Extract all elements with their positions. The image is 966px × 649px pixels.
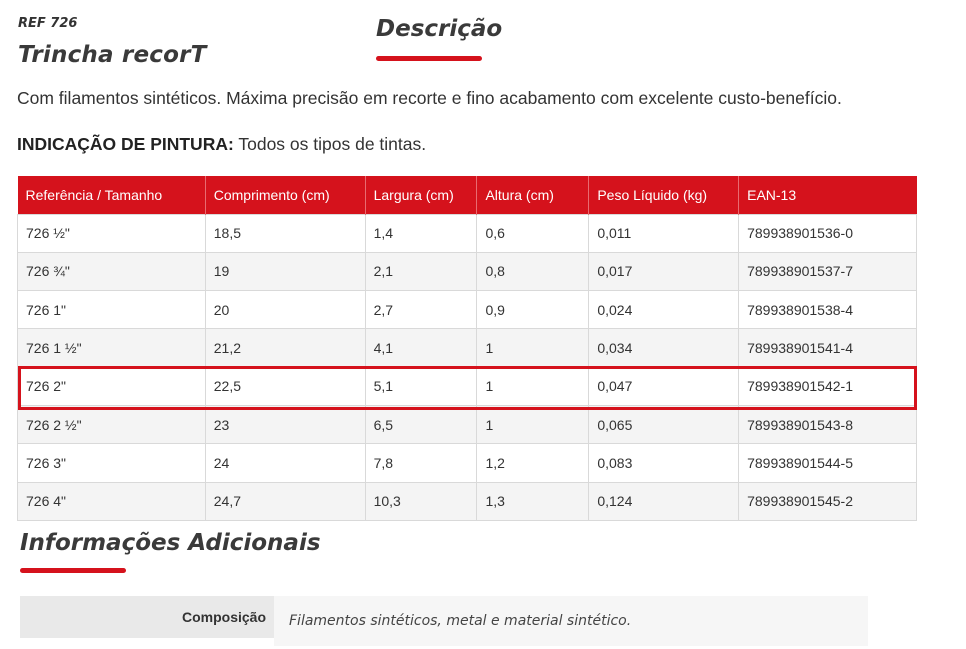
product-ref: REF 726 <box>18 16 78 31</box>
cell-net-weight: 0,017 <box>589 252 739 290</box>
description-heading: Descrição <box>376 16 503 42</box>
cell-reference: 726 4" <box>18 482 206 520</box>
cell-length: 19 <box>205 252 365 290</box>
composition-label: Composição <box>20 596 274 638</box>
cell-height: 1,3 <box>477 482 589 520</box>
column-header-width: Largura (cm) <box>365 176 477 214</box>
cell-width: 4,1 <box>365 329 477 367</box>
cell-height: 1 <box>477 405 589 443</box>
table-header-row <box>18 176 917 214</box>
additional-info-heading: Informações Adicionais <box>20 530 321 556</box>
painting-indication <box>17 134 426 155</box>
cell-length: 24 <box>205 444 365 482</box>
cell-width: 2,1 <box>365 252 477 290</box>
cell-reference: 726 3" <box>18 444 206 482</box>
cell-length: 18,5 <box>205 214 365 252</box>
cell-height: 1 <box>477 329 589 367</box>
cell-width: 7,8 <box>365 444 477 482</box>
cell-height: 0,6 <box>477 214 589 252</box>
column-header-length: Comprimento (cm) <box>205 176 365 214</box>
cell-width: 5,1 <box>365 367 477 405</box>
cell-net-weight: 0,124 <box>589 482 739 520</box>
cell-reference: 726 2" <box>18 367 206 405</box>
cell-width: 2,7 <box>365 291 477 329</box>
cell-width: 6,5 <box>365 405 477 443</box>
cell-width: 1,4 <box>365 214 477 252</box>
column-header-net-weight: Peso Líquido (kg) <box>589 176 739 214</box>
column-header-ean: EAN-13 <box>739 176 917 214</box>
table-row <box>18 405 917 443</box>
cell-length: 23 <box>205 405 365 443</box>
column-header-height: Altura (cm) <box>477 176 589 214</box>
cell-ean: 789938901536-0 <box>739 214 917 252</box>
specifications-table <box>17 176 917 521</box>
cell-reference: 726 ¾" <box>18 252 206 290</box>
table-row <box>18 214 917 252</box>
table-row <box>18 329 917 367</box>
cell-height: 1,2 <box>477 444 589 482</box>
product-title: Trincha recorT <box>18 42 207 68</box>
cell-reference: 726 2 ½" <box>18 405 206 443</box>
cell-ean: 789938901544-5 <box>739 444 917 482</box>
table-row <box>18 482 917 520</box>
cell-net-weight: 0,047 <box>589 367 739 405</box>
cell-net-weight: 0,065 <box>589 405 739 443</box>
cell-height: 0,9 <box>477 291 589 329</box>
cell-length: 24,7 <box>205 482 365 520</box>
composition-value: Filamentos sintéticos, metal e material sintético. <box>274 596 868 646</box>
table-row <box>18 252 917 290</box>
cell-length: 22,5 <box>205 367 365 405</box>
painting-indication-value: Todos os tipos de tintas. <box>233 134 427 154</box>
cell-net-weight: 0,011 <box>589 214 739 252</box>
cell-reference: 726 1 ½" <box>18 329 206 367</box>
cell-height: 1 <box>477 367 589 405</box>
table-row <box>18 291 917 329</box>
cell-ean: 789938901538-4 <box>739 291 917 329</box>
cell-length: 21,2 <box>205 329 365 367</box>
cell-ean: 789938901543-8 <box>739 405 917 443</box>
cell-ean: 789938901542-1 <box>739 367 917 405</box>
cell-ean: 789938901541-4 <box>739 329 917 367</box>
cell-reference: 726 ½" <box>18 214 206 252</box>
description-heading-underline <box>376 56 482 61</box>
description-text: Com filamentos sintéticos. Máxima precisão em recorte e fino acabamento com excelente custo-benefício. <box>17 88 842 108</box>
cell-length: 20 <box>205 291 365 329</box>
table-row-highlighted <box>18 367 917 405</box>
cell-height: 0,8 <box>477 252 589 290</box>
cell-ean: 789938901545-2 <box>739 482 917 520</box>
cell-ean: 789938901537-7 <box>739 252 917 290</box>
cell-net-weight: 0,083 <box>589 444 739 482</box>
cell-width: 10,3 <box>365 482 477 520</box>
column-header-reference: Referência / Tamanho <box>18 176 206 214</box>
table-row <box>18 444 917 482</box>
cell-net-weight: 0,034 <box>589 329 739 367</box>
painting-indication-label: INDICAÇÃO DE PINTURA: <box>17 134 234 154</box>
additional-info-heading-underline <box>20 568 126 573</box>
cell-net-weight: 0,024 <box>589 291 739 329</box>
cell-reference: 726 1" <box>18 291 206 329</box>
composition-row <box>20 596 868 646</box>
